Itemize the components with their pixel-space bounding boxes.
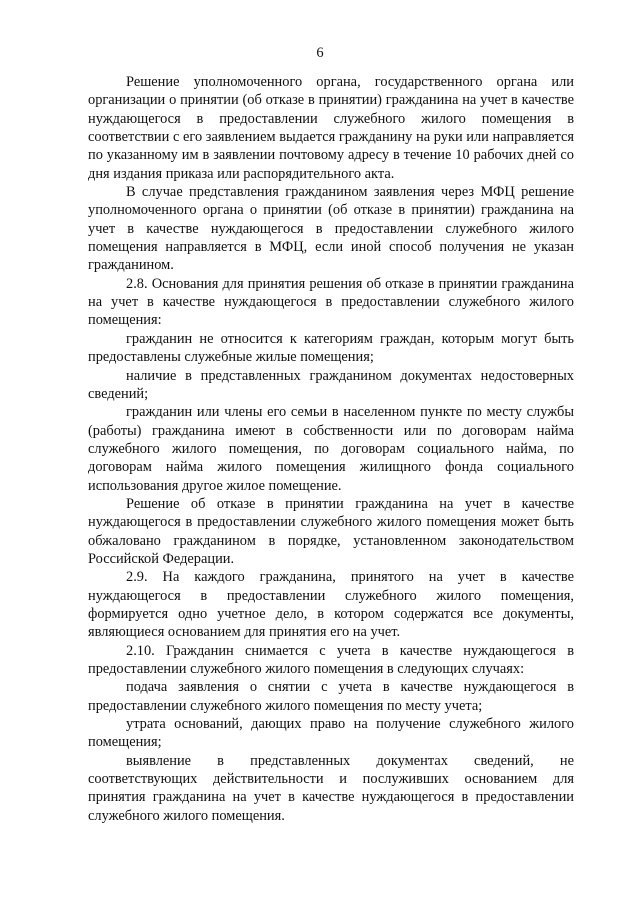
paragraph-appeal: Решение об отказе в принятии гражданина на учет в качестве нуждающегося в предоставлении служебного жилого помещения может быть обжаловано гражданином в порядке, установленном законодательством Российской Федерации. [88, 495, 574, 567]
list-item-existing-housing: гражданин или члены его семьи в населенном пункте по месту службы (работы) гражданина имеют в собственности или по договорам найма служебного жилого помещения, по договорам социального найма, по договорам найма жилого помещения жилищного фонда социального использования другое жилое помещение. [88, 404, 574, 494]
document-body [88, 73, 574, 825]
paragraph-section-2-9: 2.9. На каждого гражданина, принятого на учет в качестве нуждающегося в предоставлении служебного жилого помещения, формируется одно учетное дело, в котором содержатся все документы, являющиеся основанием для принятия его на учет. [88, 569, 574, 641]
list-item-loss-of-grounds: утрата оснований, дающих право на получение служебного жилого помещения; [88, 716, 574, 751]
list-item-false-documents: выявление в представленных документах сведений, не соответствующих действительности и послуживших основанием для принятия гражданина на учет в качестве нуждающегося в предоставлении служебного жилого помещения. [88, 752, 574, 824]
page-number: 6 [316, 45, 324, 61]
paragraph-mfc-submission: В случае представления гражданином заявления через МФЦ решение уполномоченного органа о принятии (об отказе в принятии) гражданина на учет в качестве нуждающегося в предоставлении служебного жилого помещения направляется в МФЦ, если иной способ получения не указан гражданином. [88, 184, 574, 274]
paragraph-decision-delivery: Решение уполномоченного органа, государственного органа или организации о принятии (об отказе в принятии) гражданина на учет в качестве нуждающегося в предоставлении служебного жилого помещения в соответствии с его заявлением выдается гражданину на руки или направляется по указанному им в заявлении почтовому адресу в течение 10 рабочих дней со дня издания приказа или распорядительного акта. [88, 74, 574, 182]
paragraph-section-2-10: 2.10. Гражданин снимается с учета в качестве нуждающегося в предоставлении служебного жилого помещения в следующих случаях: [88, 642, 574, 677]
list-item-not-eligible-category: гражданин не относится к категориям граждан, которым могут быть предоставлены служебные жилые помещения; [88, 330, 574, 366]
list-item-false-information: наличие в представленных гражданином документах недостоверных сведений; [88, 367, 574, 402]
paragraph-section-2-8: 2.8. Основания для принятия решения об отказе в принятии гражданина на учет в качестве нуждающегося в предоставлении служебного жилого помещения: [88, 275, 574, 329]
list-item-removal-request: подача заявления о снятии с учета в качестве нуждающегося в предоставлении служебного жилого помещения по месту учета; [88, 679, 574, 714]
